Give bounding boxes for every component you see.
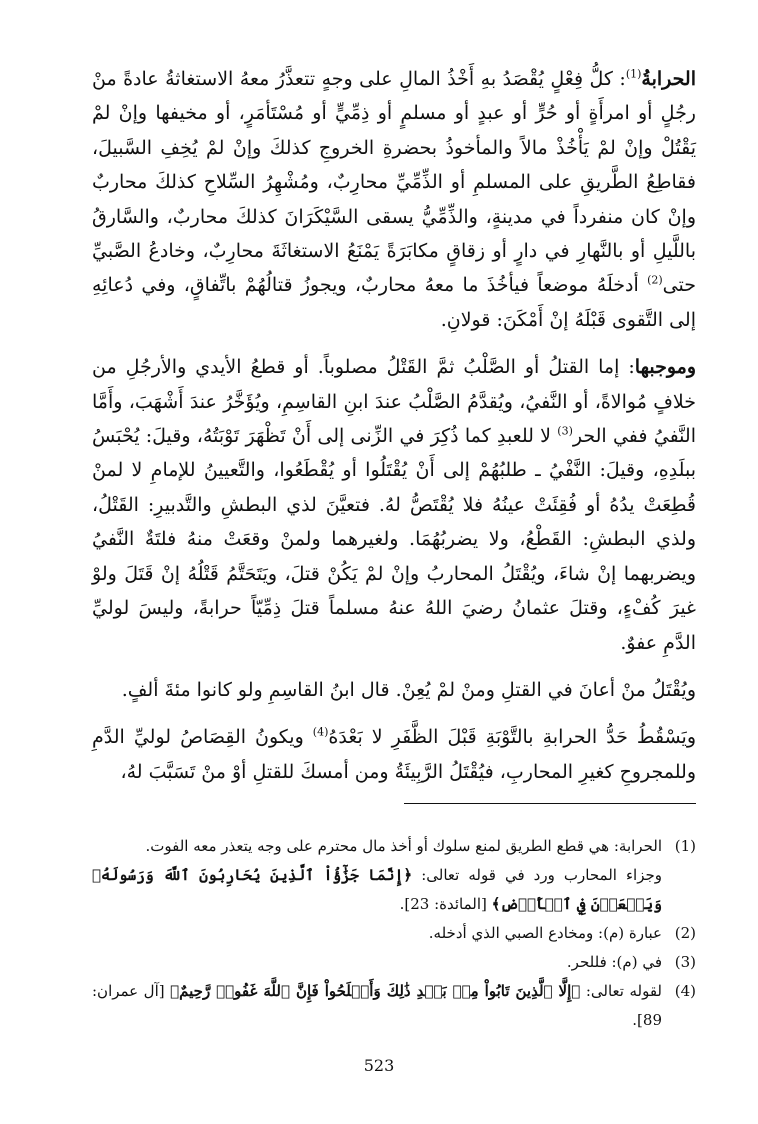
footnote-line — [92, 861, 662, 919]
paragraph-punishment — [92, 350, 696, 660]
footnote-ref-1[interactable]: (1) — [625, 67, 642, 81]
paragraph-text: : كلُّ فِعْلٍ يُقْصَدُ بهِ أَخْذُ المالِ على وجهٍ تتعذَّرُ معهُ الاستغاثةُ عادةً منْ رجُلٍ أو امرأَةٍ أو حُرٍّ أو عبدٍ أو مسلمٍ أو ذِمِّيٍّ أو مُسْتَأمَرٍ، أو مخيفها وإنْ لمْ يَقْتُلْ وإنْ لمْ يَأْخُذْ مالاً والمأخوذُ بحضرةِ الخروجِ كذلكَ وإنْ لمْ يُخِفِ السَّبيلَ، فقاطِعُ الطَّريقِ على المسلمِ أو الذِّمِّيِّ محارِبٌ، ومُشْهِرُ السِّلاحِ كذلكَ محاربٌ وإنْ كان منفرداً في مدينةٍ، والذِّمِّيُّ يسقى السَّيْكَرَانَ كذلكَ محاربٌ، والسَّارقُ باللَّيلِ أو بالنَّهارِ في دارٍ أو زقاقٍ مكابَرَةً يَمْنَعُ الاستغاثَةَ محارِبٌ، وخادعُ الصَّبيِّ حتى — [92, 68, 696, 297]
footnote-citation: [آل عمران: 89]. — [92, 982, 662, 1030]
footnote-text: في (م): فللحر. — [566, 953, 662, 972]
footnote-number: (4) — [674, 982, 696, 1001]
page-number: 523 — [363, 1056, 395, 1075]
paragraph-repentance — [92, 720, 696, 789]
footnote-1 — [92, 832, 696, 919]
paragraph-text: لا للعبدِ كما ذُكِرَ في الزِّنى إلى أَنْ تَظْهَرَ تَوْبَتُهُ، وقيلَ: يُحْبَسُ ببلَدِهِ، وقيلَ: النَّفْيُ ـ طلبُهُمْ إلى أَنْ يُقْتَلُوا أو يُقْطَعُوا، والتَّعيينُ للإمامِ لا لمنْ قُطِعَتْ يدُهُ أو فُقِئَتْ عينُهُ فلا يُقْتَصُّ لهُ. فتعيَّنَ لذي البطشِ والتَّدبيرِ: القَتْلُ، ولذي البطشِ: القَطْعُ، ولا يضربُهُمَا. ولغيرهما ولمنْ وقعَتْ منهُ فلتَةٌ النَّفيُ ويضربهما إنْ شاءَ، ويُقْتَلُ المحاربُ وإنْ لمْ يَكُنْ قتلَ، ويَتَحَتَّمُ قَتْلُهُ إنْ قَتَلَ ولوْ غيرَ كُفْءٍ، وقتلَ عثمانُ رضيَ اللهُ عنهُ مسلماً قتلَ ذِمِّيّاً حرابةً، وليسَ لوليِّ الدَّمِ عفوٌ. — [92, 425, 696, 654]
quran-verse: ﴿إِنَّمَا جَزَٰٓؤُاْ ٱلَّذِينَ يُحَارِبُونَ ٱللَّهَ وَرَسُولَهُۥ وَيَسۡعَوۡنَ فِي ٱلۡأَرۡضِ﴾ — [92, 866, 662, 914]
footnote-number: (3) — [674, 953, 696, 972]
footnote-text — [92, 977, 662, 1035]
term-mujibuha: وموجبها — [634, 356, 696, 379]
footnote-number: (2) — [674, 924, 696, 943]
paragraph-text: ويكونُ القِصَاصُ لوليِّ الدَّمِ وللمجروحِ كغيرِ المحاربِ، فيُقْتَلُ الرَّبِيئَةُ ومن أمسكَ للقتلِ أوْ منْ تَسَبَّبَ لهُ، — [92, 726, 696, 783]
term-hiraba: الحرابةُ — [641, 68, 696, 90]
paragraph-text: ويَسْقُطُ حَدُّ الحرابةِ بالتَّوْبَةِ قَبْلَ الظَّفَرِ لا بَعْدَهُ — [328, 726, 696, 749]
paragraph-text: : إما القتلُ أو الصَّلْبُ ثمَّ القَتْلُ مصلوباً. أو قطعُ الأيدي والأرجُلِ من خلافٍ مُوالاةً، أو النَّفيُ، ويُقدَّمُ الصَّلْبُ عندَ ابنِ القاسِمِ، ويُؤَخَّرُ عندَ أَشْهَبَ، وأَمَّا النَّفيُ ففي الحر — [92, 356, 696, 448]
footnote-divider — [404, 803, 696, 804]
footnote-text — [92, 832, 662, 919]
footnote-text: عبارة (م): ومخادع الصبي الذي أدخله. — [428, 924, 662, 943]
paragraph-hiraba-definition — [92, 62, 696, 337]
footnote-ref-4[interactable]: (4) — [312, 725, 329, 739]
paragraph-accomplices — [92, 673, 696, 707]
paragraph-text: ويُقْتَلُ منْ أعانَ في القتلِ ومنْ لمْ يُعِنْ. قال ابنُ القاسِمِ ولو كانوا مئةَ ألفٍ. — [121, 678, 696, 701]
footnote-4 — [92, 977, 696, 1035]
footnote-line-text: لقوله تعالى: — [580, 982, 663, 1001]
page-body — [92, 62, 696, 1102]
paragraph-text: أدخلَهُ موضعاً فيأخُذَ ما معهُ محاربٌ، ويجوزُ قتالُهُمْ باتِّفاقٍ، وفي دُعائِهِ إلى التَّقوى قَبْلَهُ إنْ أَمْكَنَ: قولانِ. — [92, 274, 696, 331]
footnote-line-text: وجزاء المحارب ورد في قوله تعالى: — [412, 866, 662, 885]
footnote-2 — [92, 919, 696, 948]
footnote-3 — [92, 948, 696, 977]
footnote-ref-3[interactable]: (3) — [557, 424, 573, 438]
footnote-citation: [المائدة: 23]. — [399, 895, 492, 914]
footnote-number: (1) — [674, 837, 696, 856]
footnote-ref-2[interactable]: (2) — [647, 274, 663, 288]
footnote-line: الحرابة: هي قطع الطريق لمنع سلوك أو أخذ مال محترم على وجه يتعذر معه الفوت. — [145, 837, 662, 856]
quran-verse: ﴿إِلَّا ٱلَّذِينَ تَابُواْ مِنۢ بَعۡدِ ذَٰلِكَ وَأَصۡلَحُواْ فَإِنَّ ٱللَّهَ غَفُورٞ رَّحِيمٌ﴾ — [170, 982, 581, 1001]
footnotes — [92, 832, 696, 1035]
